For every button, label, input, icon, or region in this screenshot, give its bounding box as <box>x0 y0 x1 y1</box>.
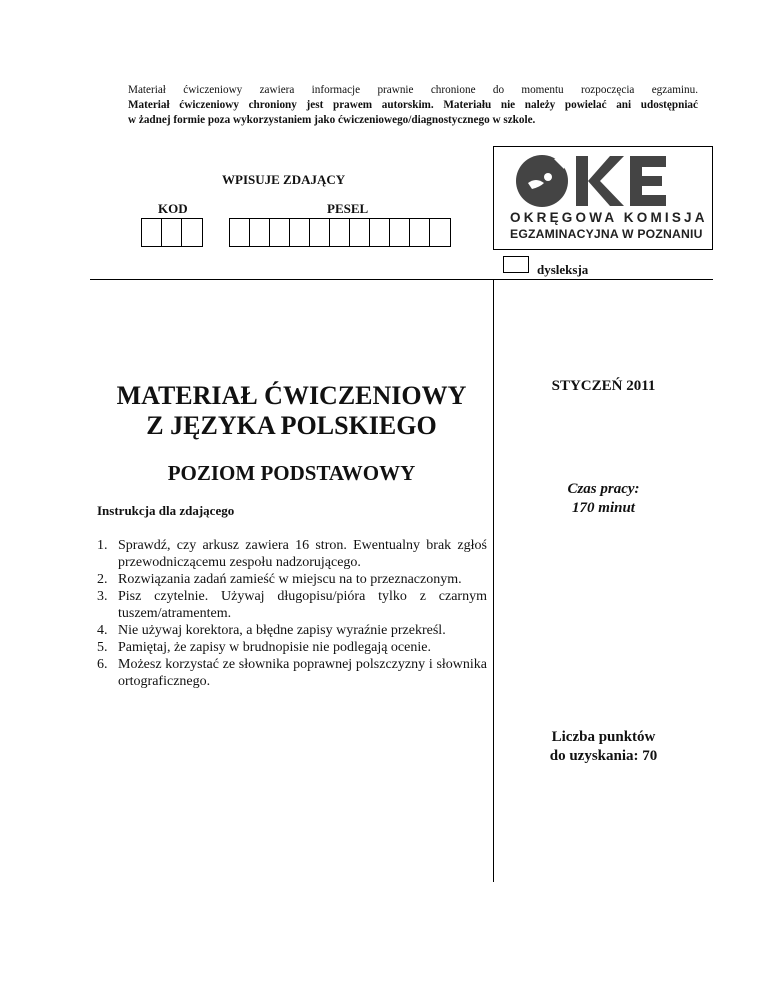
logo-line-2: EGZAMINACYJNA W POZNANIU <box>510 227 703 241</box>
exam-title <box>90 381 493 441</box>
vertical-divider <box>493 279 494 882</box>
kod-cell[interactable] <box>142 219 162 246</box>
oke-logo <box>493 146 713 250</box>
pesel-cell[interactable] <box>330 219 350 246</box>
exam-level: POZIOM PODSTAWOWY <box>167 461 416 485</box>
title-line-2: Z JĘZYKA POLSKIEGO <box>146 411 437 440</box>
item-number: 1. <box>97 538 108 553</box>
pesel-cell[interactable] <box>390 219 410 246</box>
title-line-1: MATERIAŁ ĆWICZENIOWY <box>116 381 467 410</box>
max-points-value: do uzyskania: 70 <box>549 748 658 764</box>
item-number: 4. <box>97 623 108 638</box>
pesel-cell[interactable] <box>430 219 450 246</box>
pesel-label: PESEL <box>327 201 369 216</box>
pesel-cell[interactable] <box>270 219 290 246</box>
student-fill-heading: WPISUJE ZDAJĄCY <box>222 172 346 187</box>
list-item <box>95 639 487 656</box>
max-points <box>494 728 713 766</box>
item-number: 2. <box>97 572 108 587</box>
pesel-cell[interactable] <box>350 219 370 246</box>
working-time-value: 170 minut <box>572 500 635 516</box>
working-time-label: Czas pracy: <box>567 481 640 497</box>
item-number: 6. <box>97 657 108 672</box>
instructions-list <box>95 537 487 690</box>
pesel-cell[interactable] <box>250 219 270 246</box>
notice-line-3: w żadnej formie poza wykorzystaniem jako ćwiczeniowego/diagnostycznego w szkole. <box>128 114 536 126</box>
item-text: Pamiętaj, że zapisy w brudnopisie nie podlegają ocenie. <box>118 640 431 655</box>
item-text: Rozwiązania zadań zamieść w miejscu na to przeznaczonym. <box>118 572 462 587</box>
list-item <box>95 588 487 622</box>
dysleksja-checkbox[interactable] <box>503 256 529 273</box>
list-item <box>95 571 487 588</box>
kod-cell[interactable] <box>162 219 182 246</box>
horizontal-divider <box>90 279 713 280</box>
item-number: 3. <box>97 589 108 604</box>
dysleksja-label: dysleksja <box>537 262 589 277</box>
pesel-cell[interactable] <box>230 219 250 246</box>
pesel-cell[interactable] <box>410 219 430 246</box>
max-points-label: Liczba punktów <box>551 729 656 745</box>
pesel-cell[interactable] <box>290 219 310 246</box>
list-item <box>95 622 487 639</box>
item-text: Możesz korzystać ze słownika poprawnej polszczyzny i słownika ortograficznego. <box>118 657 487 689</box>
kod-cell[interactable] <box>182 219 202 246</box>
pesel-input-boxes[interactable] <box>229 218 451 247</box>
copyright-notice <box>128 83 698 128</box>
kod-label: KOD <box>158 201 188 216</box>
oke-logo-letters-icon <box>514 153 694 209</box>
notice-line-1: Materiał ćwiczeniowy zawiera informacje prawnie chronione do momentu rozpoczęcia egzaminu. <box>128 84 698 96</box>
item-text: Pisz czytelnie. Używaj długopisu/pióra tylko z czarnym tuszem/atramentem. <box>118 589 487 621</box>
list-item <box>95 537 487 571</box>
pesel-cell[interactable] <box>370 219 390 246</box>
list-item <box>95 656 487 690</box>
item-text: Sprawdź, czy arkusz zawiera 16 stron. Ewentualny brak zgłoś przewodniczącemu zespołu nadzorującego. <box>118 538 487 570</box>
working-time <box>494 480 713 518</box>
item-number: 5. <box>97 640 108 655</box>
instructions-heading: Instrukcja dla zdającego <box>97 503 235 518</box>
exam-date: STYCZEŃ 2011 <box>551 378 656 394</box>
pesel-cell[interactable] <box>310 219 330 246</box>
item-text: Nie używaj korektora, a błędne zapisy wyraźnie przekreśl. <box>118 623 446 638</box>
notice-line-2: Materiał ćwiczeniowy chroniony jest prawem autorskim. Materiału nie należy powielać ani udostępniać <box>128 99 698 111</box>
kod-input-boxes[interactable] <box>141 218 203 247</box>
logo-line-1: OKRĘGOWA KOMISJA <box>510 210 708 225</box>
